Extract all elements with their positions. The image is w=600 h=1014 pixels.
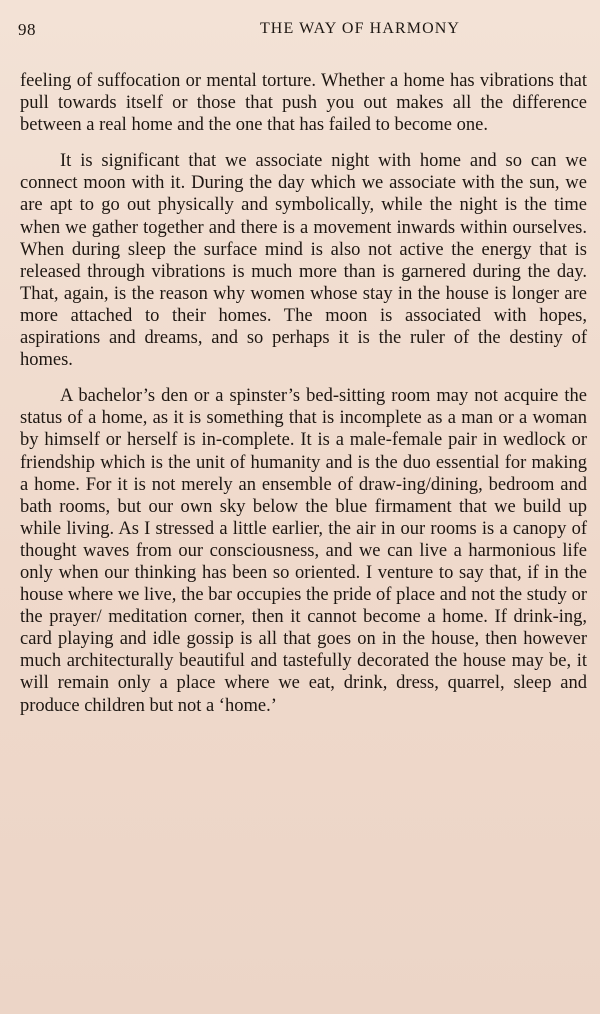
paragraph-1: feeling of suffocation or mental torture. Whether a home has vibrations that pull towards itself or those that push you out makes all the difference between a real home and the one that has failed to become one. — [20, 71, 587, 136]
running-title: THE WAY OF HARMONY — [259, 20, 461, 37]
paragraph-2: It is significant that we associate night with home and so can we connect moon with it. During the day which we associate with the sun, we are apt to go out physically and symbolically, while the night is the time when we gather together and there is a movement inwards within ourselves. When during sleep the surface mind is also not active the energy that is released through vibrations is much more than is garnered during the day. That, again, is the reason why women whose stay in the house is longer are more attached to their homes. The moon is associated with hopes, aspirations and dreams, and so perhaps it is the ruler of the destiny of homes. — [20, 151, 587, 371]
page-number: 98 — [18, 20, 36, 39]
body-text — [20, 70, 587, 717]
paragraph-3: A bachelor’s den or a spinster’s bed-sitting room may not acquire the status of a home, as it is something that is incomplete as a man or a woman by himself or herself is in-complete. It is a male-female pair in wedlock or friendship which is the unit of humanity and is the duo essential for making a home. For it is not merely an ensemble of draw-ing/dining, bedroom and bath rooms, but our own sky below the blue firmament that we build up while living. As I stressed a little earlier, the air in our rooms is a canopy of thought waves from our consciousness, and we can live a harmonious life only when our thinking has been so oriented. I venture to say that, if in the house where we live, the bar occupies the pride of place and not the study or the prayer/ meditation corner, then it cannot become a home. If drink-ing, card playing and idle gossip is all that goes on in the house, then however much architecturally beautiful and tastefully decorated the house may be, it will remain only a place where we eat, drink, dress, quarrel, sleep and produce children but not a ‘home.’ — [20, 386, 587, 716]
page-header — [18, 20, 582, 44]
